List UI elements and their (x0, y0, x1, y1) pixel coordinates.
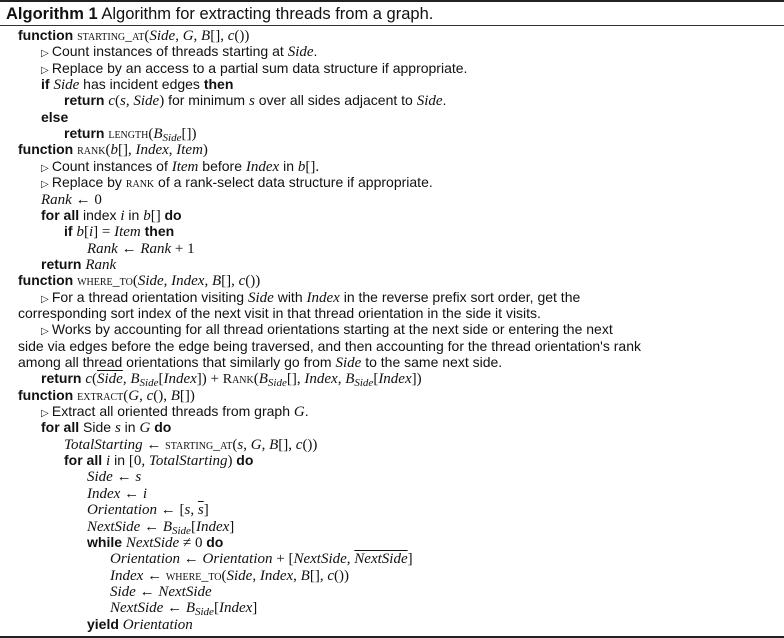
math-symbol: [], (278, 436, 296, 453)
text: to the same next side. (361, 354, 503, 370)
math-var: B (258, 371, 268, 388)
math-var: Index (304, 371, 338, 388)
procedure-name: starting_at (77, 29, 145, 44)
math-var: Side (133, 93, 160, 110)
math-symbol: , (175, 28, 183, 44)
math-var: Index (110, 567, 144, 584)
caption-rule (0, 25, 784, 26)
math-var: Item (171, 158, 199, 175)
text: . (313, 43, 318, 60)
algorithm-line (18, 27, 249, 44)
text: Side (83, 419, 115, 436)
keyword: function (18, 27, 78, 43)
math-var: Orientation (122, 616, 193, 633)
math-var: B (211, 273, 222, 290)
math-var: Orientation (110, 551, 180, 568)
math-var: b (297, 158, 306, 175)
algorithm-line (18, 141, 208, 158)
algorithm-label: Algorithm 1 (6, 5, 98, 23)
math-var: Index (306, 289, 340, 306)
algorithm-line (110, 567, 349, 584)
keyword: if (64, 223, 77, 240)
math-symbol: []. (305, 158, 320, 175)
text: in (279, 157, 298, 174)
math-symbol: , (337, 371, 346, 388)
math-symbol: ← [ (157, 502, 185, 519)
math-var: B (170, 387, 180, 404)
math-symbol: ()) (234, 28, 250, 44)
algorithm-line (64, 436, 317, 453)
math-symbol: ( (105, 142, 111, 159)
text: side via edges before the edge being traversed, and then accounting for the thread orientation's rank (18, 337, 641, 354)
overlined-var: Side (97, 371, 123, 388)
math-symbol: [ (213, 600, 219, 617)
math-symbol: ← 0 (71, 191, 102, 208)
math-symbol: , (293, 567, 301, 584)
math-var: Side (53, 77, 80, 94)
math-var: i (88, 224, 94, 241)
math-symbol: , (125, 93, 134, 110)
math-var: s (120, 93, 126, 110)
algorithm-line (41, 207, 182, 224)
comment-triangle-icon: ▷ (41, 326, 52, 338)
algorithm-line (41, 191, 102, 208)
keyword: return (41, 255, 86, 272)
math-var: Rank (140, 240, 172, 257)
math-var: b (110, 142, 118, 159)
comment-triangle-icon: ▷ (41, 48, 52, 60)
text: in the reverse prefix sort order, get the (339, 288, 581, 305)
algorithm-line (87, 240, 195, 257)
math-symbol: []) (179, 387, 195, 404)
math-symbol: , (261, 436, 270, 453)
procedure-name: where_to (165, 568, 222, 584)
keyword: return (64, 92, 109, 109)
math-symbol: ( (253, 371, 259, 388)
math-symbol: , (204, 273, 212, 290)
algorithm-line (87, 518, 234, 535)
algorithm-line (41, 43, 317, 60)
algorithm-line (18, 354, 502, 371)
math-symbol: [0, (128, 453, 149, 470)
math-symbol: ( (92, 371, 98, 388)
math-var: Side (416, 93, 443, 110)
algorithm-line (87, 485, 147, 502)
math-var: Side (137, 273, 164, 290)
math-symbol: (), (153, 387, 171, 404)
math-symbol: ≠ 0 (179, 534, 207, 551)
algorithm-line (41, 321, 613, 338)
math-symbol: [], (221, 273, 239, 290)
algorithm-line (64, 223, 174, 240)
keyword: then (140, 223, 175, 240)
math-symbol: + 1 (171, 240, 195, 257)
math-symbol: ( (148, 126, 154, 143)
math-symbol: [], (286, 371, 305, 388)
math-var: G (139, 420, 151, 437)
algorithm-line (18, 338, 641, 355)
math-symbol: ()) (245, 273, 261, 290)
math-symbol: [ (158, 371, 164, 388)
math-var: G (182, 28, 194, 44)
keyword: while (87, 533, 126, 550)
math-symbol: [ (190, 518, 196, 535)
algorithm-line (41, 60, 467, 77)
keyword: for all (64, 452, 107, 469)
math-var: TotalStarting (148, 453, 228, 470)
math-symbol: ← (143, 567, 166, 584)
text: among all thread orientations that similarly go from (18, 354, 336, 370)
math-var: Index (135, 142, 169, 159)
math-symbol: ) (159, 93, 165, 110)
algorithm-line (41, 370, 422, 390)
math-var: b (143, 207, 151, 224)
algorithm-line (41, 174, 433, 191)
algorithm-line (110, 599, 258, 619)
keyword: do (150, 419, 172, 436)
math-var: B (153, 126, 163, 143)
math-symbol: ← (163, 600, 186, 617)
text: Extract all oriented threads from graph (51, 403, 294, 420)
algorithm-line (87, 468, 141, 485)
comment-triangle-icon: ▷ (41, 408, 52, 420)
math-symbol: ] (252, 600, 258, 617)
algorithm-line (41, 403, 309, 420)
math-var: Side (335, 355, 362, 371)
math-symbol: , (243, 436, 251, 453)
bottom-rule (0, 636, 784, 638)
text: over all sides adjacent to (254, 92, 417, 109)
comment-triangle-icon: ▷ (41, 293, 52, 305)
math-symbol: ()) (302, 436, 318, 453)
math-symbol: ] = (93, 224, 115, 241)
math-var: Item (176, 142, 203, 159)
math-symbol: ) (202, 142, 208, 159)
keyword: return (41, 370, 86, 387)
math-symbol: , (163, 273, 172, 290)
algorithm-line (18, 272, 260, 289)
procedure-name: starting_at (165, 437, 233, 453)
math-var: Rank (41, 191, 72, 208)
keyword: then (203, 76, 234, 93)
text: Count instances of threads starting at (51, 43, 288, 60)
math-symbol: [], (309, 567, 328, 584)
math-symbol: ← (180, 551, 203, 568)
math-var: Orientation (202, 551, 273, 568)
subscript: Side (139, 377, 159, 390)
math-symbol: ← (120, 485, 143, 502)
comment-triangle-icon: ▷ (41, 179, 52, 191)
math-var: Side (110, 583, 136, 600)
subscript: Side (162, 132, 182, 145)
text: Replace by an access to a partial sum data structure if appropriate. (51, 59, 468, 76)
math-symbol: ( (115, 93, 121, 110)
subscript: Side (354, 377, 374, 390)
text: corresponding sort index of the next visit in that thread orientation in the side it visits. (18, 304, 541, 321)
algorithm-line (87, 501, 209, 518)
math-symbol: ← (117, 240, 141, 257)
math-symbol: ) (227, 453, 237, 470)
math-var: B (185, 600, 195, 617)
keyword: for all (41, 206, 84, 223)
keyword: do (236, 452, 254, 469)
math-symbol: ]) + (196, 371, 223, 388)
algorithm-line (64, 452, 253, 469)
text: Works by accounting for all thread orientations starting at the next side or entering the next (51, 321, 613, 338)
math-var: NextSide (87, 518, 141, 535)
text: index (83, 206, 121, 223)
math-var: Index (195, 518, 230, 535)
math-var: Rank (85, 256, 117, 273)
text: in (110, 452, 129, 469)
algorithm-line (18, 387, 195, 404)
keyword: do (164, 206, 182, 223)
math-var: G (128, 387, 140, 404)
math-var: Rank (87, 240, 118, 257)
text: has incident edges (79, 76, 204, 93)
math-var: NextSide (293, 551, 347, 568)
math-var: NextSide (110, 600, 164, 617)
math-var: B (162, 518, 172, 535)
algorithm-line (41, 289, 580, 306)
procedure-name: Rank (222, 372, 254, 388)
math-symbol: ← (142, 436, 166, 453)
text: Replace by (51, 174, 126, 191)
algorithm-line (41, 76, 233, 93)
keyword: else (41, 108, 69, 125)
procedure-name: rank (77, 143, 106, 159)
math-var: B (345, 371, 355, 388)
math-var: s (135, 469, 142, 486)
subscript: Side (267, 377, 287, 390)
math-symbol: ] (407, 551, 413, 568)
math-symbol: , (168, 142, 177, 159)
math-var: Side (149, 28, 176, 44)
algorithm-line (110, 550, 413, 567)
algorithm-line (41, 109, 68, 126)
text: in (124, 206, 144, 223)
math-var: NextSide (125, 534, 180, 551)
math-symbol: ] (229, 518, 235, 535)
text: with (273, 288, 307, 305)
procedure-name: where_to (77, 274, 133, 290)
keyword: function (18, 386, 78, 403)
math-symbol: []) (181, 126, 197, 143)
math-var: c (146, 387, 154, 404)
math-symbol: ] (203, 502, 209, 519)
text: Count instances of (51, 157, 172, 174)
math-symbol: ( (123, 387, 129, 404)
math-symbol: , (139, 387, 147, 404)
subscript: Side (195, 606, 214, 619)
math-var: Side (287, 44, 314, 61)
math-var: Item (114, 224, 141, 241)
math-symbol: ← (140, 518, 163, 535)
math-var: s (237, 436, 244, 453)
text: . (442, 92, 447, 109)
algorithm-line (41, 256, 116, 273)
text: for minimum (164, 92, 249, 109)
algorithm-line (87, 616, 193, 633)
algorithm-line (87, 534, 223, 551)
math-symbol: ( (221, 567, 227, 584)
text: For a thread orientation visiting (51, 288, 248, 305)
algorithm-line (41, 158, 319, 175)
algorithm-title: Algorithm for extracting threads from a graph. (97, 5, 434, 23)
keyword: yield (87, 615, 123, 632)
math-var: c (227, 28, 235, 44)
algorithm-caption (6, 4, 433, 24)
math-symbol: ← (112, 469, 136, 486)
math-var: c (108, 93, 116, 110)
math-symbol: ( (232, 436, 238, 453)
algorithm-line (41, 419, 171, 436)
math-var: G (293, 404, 305, 421)
math-var: i (106, 453, 111, 470)
algorithm-line (18, 305, 541, 322)
keyword: do (206, 533, 224, 550)
text: in (120, 419, 140, 436)
procedure-name: extract (77, 388, 124, 404)
math-var: Side (226, 567, 253, 584)
math-symbol: [], (117, 142, 136, 159)
math-var: B (300, 567, 310, 584)
text: before (198, 157, 246, 174)
math-var: G (250, 436, 262, 453)
subscript: Side (172, 524, 191, 537)
math-symbol: + [ (272, 551, 294, 568)
math-symbol: [], (210, 28, 228, 44)
math-var: Index (163, 371, 197, 388)
math-var: Index (171, 273, 205, 290)
math-var: c (85, 371, 93, 388)
math-var: B (201, 28, 211, 44)
comment-triangle-icon: ▷ (41, 64, 52, 76)
top-rule (0, 0, 784, 2)
math-var: i (120, 207, 125, 224)
math-var: Index (259, 567, 294, 584)
math-var: TotalStarting (64, 436, 143, 453)
algorithm-line (64, 92, 446, 109)
text: of a rank-select data structure if appropriate. (154, 174, 433, 191)
math-var: b (76, 224, 84, 241)
math-symbol: , (252, 567, 260, 584)
math-symbol: [] (150, 207, 165, 224)
text: . (304, 403, 309, 420)
math-symbol: ()) (334, 567, 349, 584)
keyword: function (18, 272, 78, 289)
algorithm-line (64, 125, 197, 145)
math-var: c (327, 567, 334, 584)
math-var: s (184, 502, 191, 519)
math-var: c (238, 273, 246, 290)
overlined-var: NextSide (354, 551, 408, 568)
math-var: c (295, 436, 303, 453)
procedure-name: length (108, 127, 149, 143)
keyword: for all (41, 419, 84, 436)
math-symbol: , (122, 371, 131, 388)
keyword: if (41, 76, 54, 93)
math-var: i (142, 485, 147, 502)
overlined-var: $\overline{s}$ (197, 502, 204, 519)
math-var: s (114, 420, 121, 437)
math-symbol: ( (132, 273, 138, 290)
math-var: s (248, 93, 255, 110)
keyword: function (18, 141, 78, 158)
math-var: NextSide (158, 583, 212, 600)
math-var: Side (247, 289, 274, 306)
keyword: return (64, 125, 109, 142)
algorithm-line (110, 583, 212, 600)
math-var: B (269, 436, 279, 453)
math-symbol: ← (135, 583, 159, 600)
math-var: B (130, 371, 140, 388)
math-symbol: ]) (411, 371, 422, 388)
math-var: Index (218, 600, 253, 617)
comment-triangle-icon: ▷ (41, 162, 52, 174)
math-symbol: , (346, 551, 355, 568)
math-var: Side (87, 469, 113, 486)
math-var: Index (87, 485, 121, 502)
math-var: Index (378, 371, 412, 388)
math-symbol: , (193, 28, 202, 44)
math-symbol: [ (83, 224, 89, 241)
procedure-name: rank (125, 176, 155, 192)
math-var: Index (245, 158, 280, 175)
math-symbol: [ (373, 371, 379, 388)
math-symbol: ( (144, 28, 150, 44)
math-var: Orientation (87, 502, 157, 519)
math-symbol: , (190, 502, 198, 519)
